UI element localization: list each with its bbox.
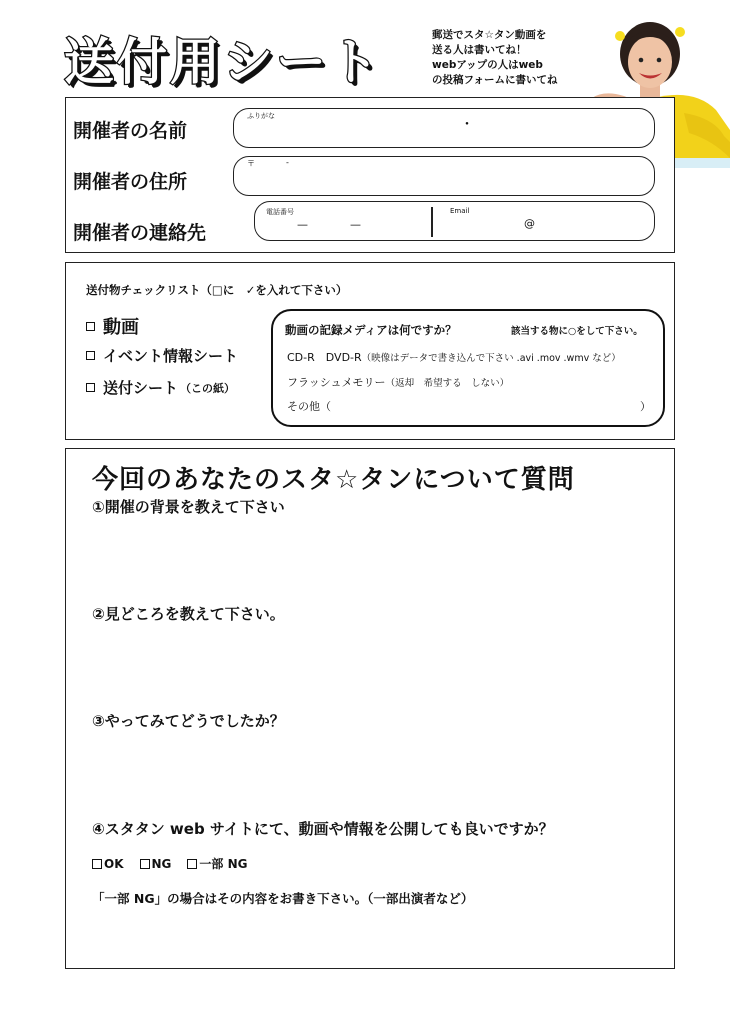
- media-option-note: （返却 希望する しない）: [385, 378, 510, 389]
- media-option-note: （映像はデータで書き込んで下さい .avi .mov .wmv など）: [361, 353, 621, 364]
- mail-instruction-note: [432, 28, 557, 88]
- organizer-name-label: 開催者の名前: [73, 120, 188, 142]
- checkbox[interactable]: [140, 859, 150, 869]
- answer-area-1[interactable]: [92, 520, 652, 600]
- publish-options: [92, 855, 247, 872]
- note-line: webアップの人はweb: [432, 59, 543, 71]
- media-option-flash: [287, 374, 509, 390]
- checkbox[interactable]: [86, 383, 95, 392]
- question-2: ②見どころを教えて下さい。: [92, 605, 285, 623]
- note-line: の投稿フォームに書いてね: [432, 74, 558, 86]
- name-separator-dot: ・: [460, 117, 474, 133]
- checklist-item-label: イベント情報シート: [103, 347, 239, 365]
- organizer-contact-label: 開催者の連絡先: [73, 222, 207, 244]
- organizer-address-field[interactable]: [233, 156, 655, 196]
- contact-divider: [431, 207, 433, 237]
- organizer-name-field[interactable]: [233, 108, 655, 148]
- media-option-label: フラッシュメモリー: [287, 376, 386, 389]
- answer-area-4[interactable]: [92, 910, 652, 960]
- media-question: 動画の記録メディアは何ですか？: [285, 323, 457, 337]
- media-instruction: 該当する物に○をして下さい。: [511, 326, 643, 337]
- checklist-item-send-sheet[interactable]: [86, 377, 235, 398]
- organizer-address-label: 開催者の住所: [73, 171, 188, 193]
- partial-ng-note: 「一部 NG」の場合はその内容をお書き下さい。（一部出演者など）: [92, 891, 474, 906]
- furigana-label: ふりがな: [247, 112, 275, 120]
- question-1: ①開催の背景を教えて下さい: [92, 498, 285, 516]
- postal-dash: -: [286, 158, 289, 167]
- phone-label: 電話番号: [266, 208, 294, 216]
- option-ng-label: NG: [151, 856, 172, 871]
- media-option-other: その他（: [287, 400, 331, 413]
- checklist-item-note: （この紙）: [180, 381, 236, 395]
- checkbox[interactable]: [187, 859, 197, 869]
- phone-dash: —: [350, 218, 361, 231]
- media-option-disc: [287, 349, 621, 365]
- email-at-sign: @: [524, 217, 535, 230]
- question-4: ④スタタン web サイトにて、動画や情報を公開しても良いですか？: [92, 820, 554, 838]
- option-ok-label: OK: [104, 856, 124, 871]
- checklist-item-video[interactable]: [86, 313, 139, 339]
- checkbox[interactable]: [86, 351, 95, 360]
- checklist-item-label: 送付シート: [103, 379, 179, 397]
- page-title: 送付用シート: [64, 33, 382, 91]
- email-label: Email: [450, 207, 470, 215]
- postal-mark: 〒: [247, 159, 255, 168]
- checkbox[interactable]: [92, 859, 102, 869]
- checklist-item-event-sheet[interactable]: [86, 345, 238, 366]
- media-option-label: CD-R DVD-R: [287, 351, 362, 364]
- question-3: ③やってみてどうでしたか？: [92, 712, 285, 730]
- answer-area-2[interactable]: [92, 628, 652, 708]
- note-line: 郵送でスタ☆タン動画を: [432, 29, 547, 41]
- checklist-item-label: 動画: [103, 317, 139, 338]
- checklist-title: 送付物チェックリスト（□に ✓を入れて下さい）: [86, 283, 348, 297]
- phone-dash: —: [297, 218, 308, 231]
- option-partial-ng-label: 一部 NG: [199, 857, 248, 871]
- questions-heading: 今回のあなたのスタ☆タンについて質問: [92, 465, 575, 495]
- checkbox[interactable]: [86, 322, 95, 331]
- note-line: 送る人は書いてね！: [432, 44, 527, 56]
- media-option-other-close: ）: [640, 400, 651, 413]
- answer-area-3[interactable]: [92, 735, 652, 815]
